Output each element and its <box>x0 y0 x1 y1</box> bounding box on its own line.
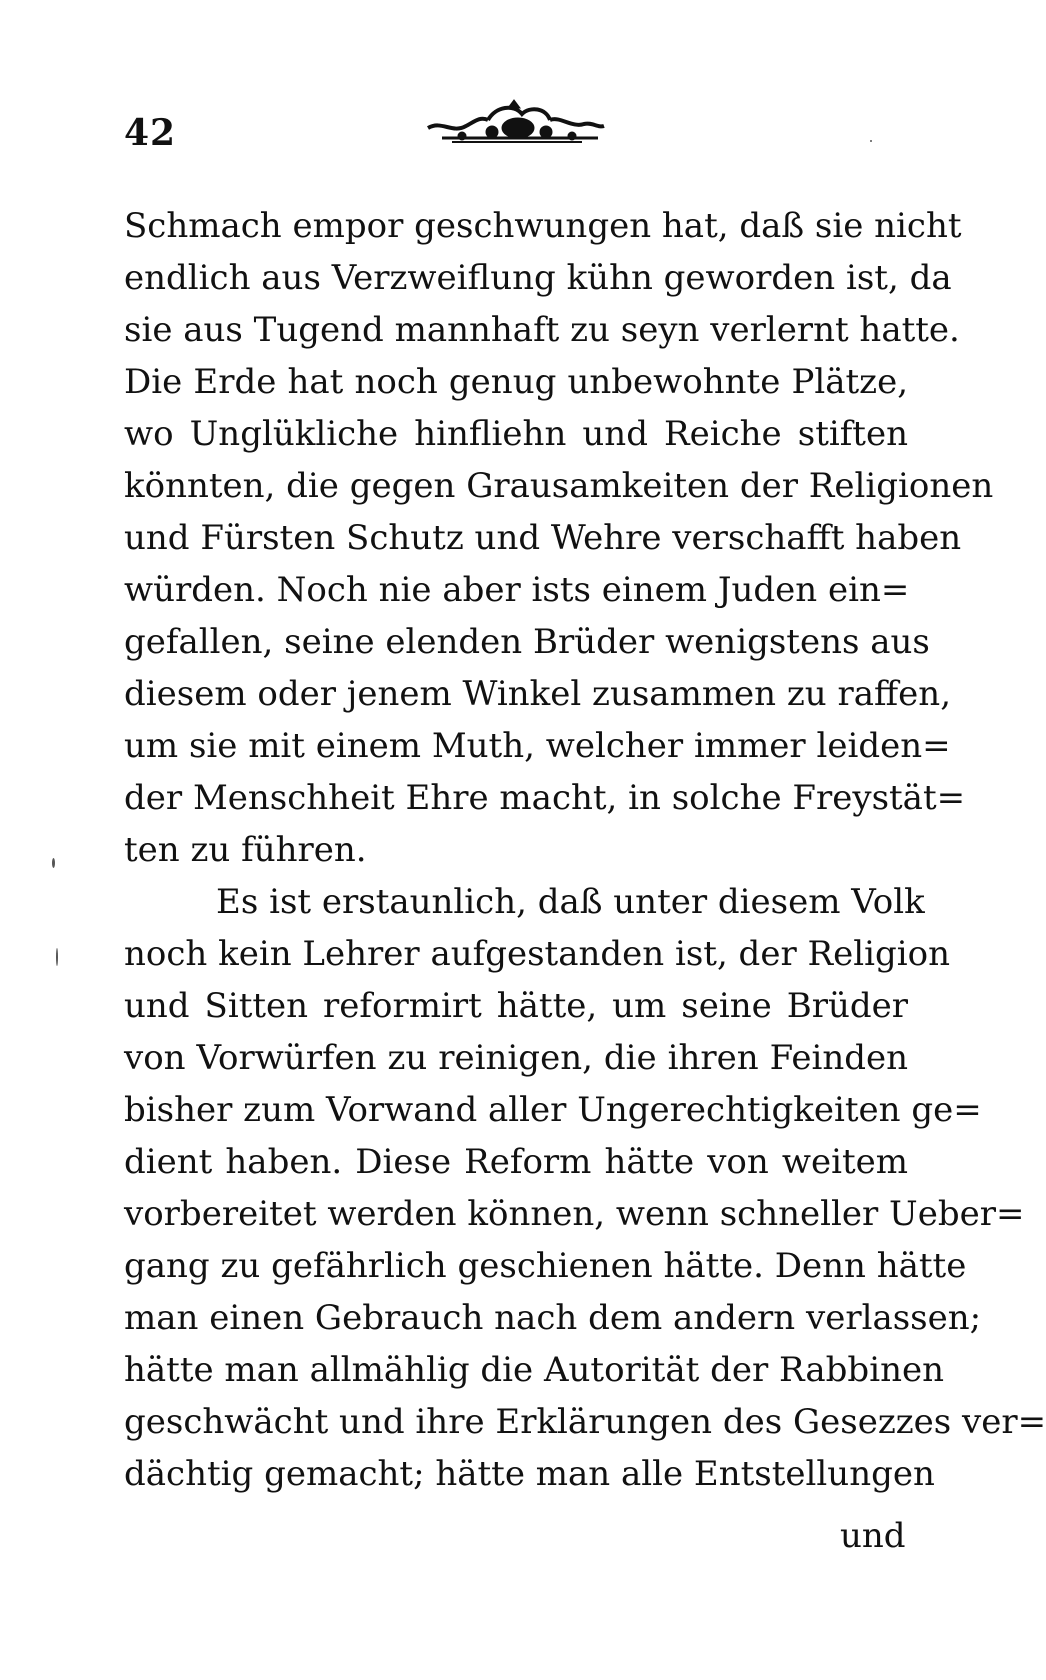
text-line: sie aus Tugend mannhaft zu seyn verlernt hatte. <box>124 310 960 350</box>
text-line: hätte man allmählig die Autorität der Rabbinen <box>124 1350 944 1390</box>
text-line: und Sitten reformirt hätte, um seine Brüder <box>124 986 908 1026</box>
text-line: man einen Gebrauch nach dem andern verlassen; <box>124 1298 982 1338</box>
text-line: Die Erde hat noch genug unbewohnte Plätze, <box>124 362 908 402</box>
text-line: wo Unglükliche hinfliehn und Reiche stiften <box>124 414 908 454</box>
text-line: diesem oder jenem Winkel zusammen zu raffen, <box>124 674 952 714</box>
text-line: geschwächt und ihre Erklärungen des Gesezzes ver= <box>124 1402 1046 1442</box>
text-line: bisher zum Vorwand aller Ungerechtigkeiten ge= <box>124 1090 982 1130</box>
text-line: gang zu gefährlich geschienen hätte. Denn hätte <box>124 1246 967 1286</box>
text-line: noch kein Lehrer aufgestanden ist, der Religion <box>124 934 950 974</box>
text-line: Es ist erstaunlich, daß unter diesem Volk <box>216 882 925 922</box>
text-line: dächtig gemacht; hätte man alle Entstellungen <box>124 1454 935 1494</box>
text-line: gefallen, seine elenden Brüder wenigstens aus <box>124 622 930 662</box>
printers-ornament <box>422 98 608 150</box>
text-line: ten zu führen. <box>124 830 367 870</box>
text-line: um sie mit einem Muth, welcher immer leiden= <box>124 726 951 766</box>
text-line: Schmach empor geschwungen hat, daß sie nicht <box>124 206 962 246</box>
text-line: der Menschheit Ehre macht, in solche Freystät= <box>124 778 966 818</box>
print-speck <box>52 858 55 868</box>
text-line: von Vorwürfen zu reinigen, die ihren Feinden <box>124 1038 908 1078</box>
catchword: und <box>840 1516 906 1556</box>
text-line: würden. Noch nie aber ists einem Juden ein= <box>124 570 910 610</box>
text-line: vorbereitet werden können, wenn schneller Ueber= <box>124 1194 1025 1234</box>
text-line: könnten, die gegen Grausamkeiten der Religionen <box>124 466 994 506</box>
body-text <box>124 200 1046 1500</box>
print-speck <box>870 140 872 142</box>
text-line: und Fürsten Schutz und Wehre verschafft haben <box>124 518 962 558</box>
print-speck <box>56 948 58 966</box>
text-line: endlich aus Verzweiflung kühn geworden ist, da <box>124 258 952 298</box>
text-line: dient haben. Diese Reform hätte von weitem <box>124 1142 908 1182</box>
page-number: 42 <box>124 112 177 154</box>
